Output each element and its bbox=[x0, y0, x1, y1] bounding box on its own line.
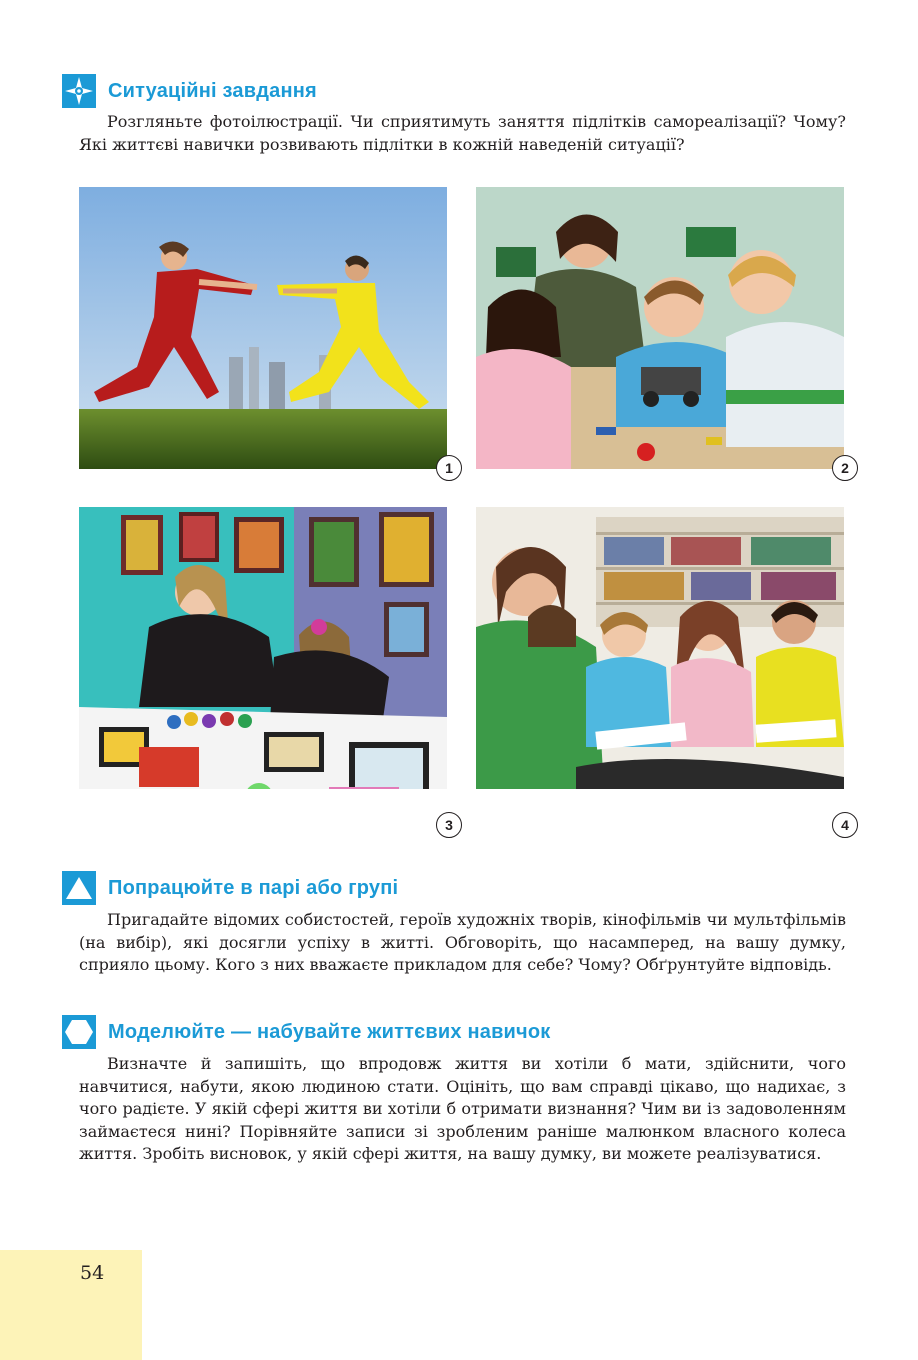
page-number: 54 bbox=[80, 1262, 105, 1284]
photo-number-badge: 1 bbox=[436, 455, 462, 481]
pair-work-text: Пригадайте відомих собистостей, героїв художніх творів, кінофільмів чи мультфільмів (на вибір), які досягли успіху в житті. Обговоріть, що насамперед, на вашу думку, сприяло цьому. Кого з них вважаєте прикладом для себе? Чому? Обґрунтуйте відповідь. bbox=[79, 910, 846, 974]
triangle-icon bbox=[62, 871, 96, 905]
modeling-text: Визначте й запишіть, що впродовж життя ви хотіли б мати, здійснити, чого навчитися, набути, якою людиною стати. Оцініть, що вам справді цікаво, що надихає, з чого радієте. У якій сфері життя ви хотіли б отримати визнання? Чим ви із задоволенням займаєтеся нині? Порівняйте записи зі зробленим раніше малюнком власного колеса життя. Зробіть висновок, у якій сфері життя, на вашу думку, ви можете реалізуватися. bbox=[79, 1054, 846, 1163]
photo-number-badge: 2 bbox=[832, 455, 858, 481]
pair-work-title: Попрацюйте в парі або групі bbox=[108, 876, 399, 899]
page-number-strip bbox=[0, 1250, 142, 1360]
situational-tasks-text: Розгляньте фотоілюстрації. Чи сприятимуть заняття підлітків самореалізації? Чому? Які життєві навички розвивають підлітки в кожній наведеній ситуації? bbox=[79, 112, 846, 154]
compass-star-icon bbox=[62, 74, 96, 108]
situational-tasks-title: Ситуаційні завдання bbox=[108, 79, 317, 102]
photo-martial-arts bbox=[79, 187, 447, 469]
situational-tasks-header bbox=[62, 74, 846, 108]
photo-library-reading bbox=[476, 507, 844, 789]
photo-number-badge: 3 bbox=[436, 812, 462, 838]
pair-work-header bbox=[62, 871, 846, 905]
photo-number-badge: 4 bbox=[832, 812, 858, 838]
photo-robotics-lesson bbox=[476, 187, 844, 469]
modeling-section bbox=[62, 1015, 846, 1166]
pair-work-section bbox=[62, 871, 846, 977]
modeling-header bbox=[62, 1015, 846, 1049]
photo-painting-workshop bbox=[79, 507, 447, 789]
modeling-title: Моделюйте — набувайте життєвих навичок bbox=[108, 1020, 551, 1043]
hexagon-icon bbox=[62, 1015, 96, 1049]
situational-tasks-section bbox=[62, 74, 846, 156]
